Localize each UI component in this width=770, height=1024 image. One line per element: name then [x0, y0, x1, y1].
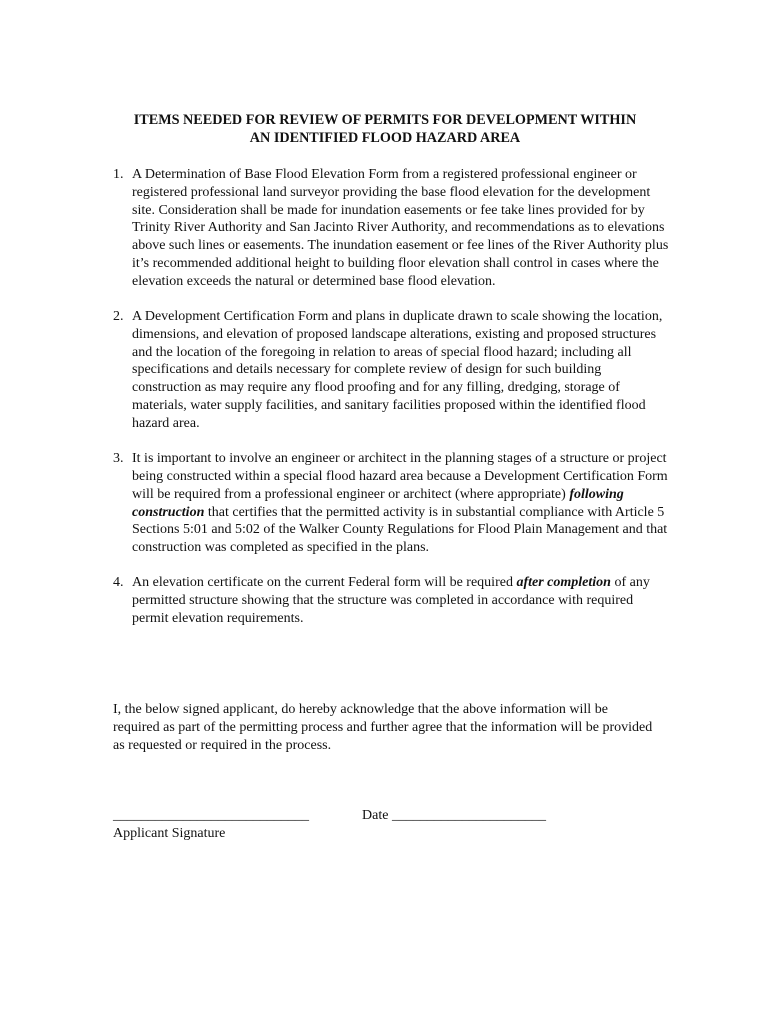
- item-emphasis: after completion: [516, 575, 611, 591]
- date-line[interactable]: ______________________: [391, 808, 546, 823]
- item-number: 3.: [113, 451, 124, 467]
- date-label: Date: [362, 808, 389, 823]
- item-number: 2.: [113, 309, 124, 325]
- item-text: [132, 450, 673, 557]
- requirement-item-2: [113, 308, 673, 433]
- requirement-item-3: [113, 450, 673, 557]
- item-text-before: It is important to involve an engineer or architect in the planning stages of a structure or project being constructed within a special flood hazard area because a Development Certification Form will be required from a professional engineer or architect (where appropriate): [132, 451, 668, 502]
- item-text-after: that certifies that the permitted activity is in substantial compliance with Article 5 Sections 5:01 and 5:02 of the Walker County Regulations for Flood Plain Management and that construction was completed as specified in the plans.: [132, 504, 668, 556]
- title-line-1: ITEMS NEEDED FOR REVIEW OF PERMITS FOR DEVELOPMENT WITHIN: [133, 112, 637, 128]
- item-text: A Determination of Base Flood Elevation Form from a registered professional engineer or registered professional land surveyor providing the base flood elevation for the development site. Consideration shall be made for inundation easements or fee take lines provided for by Trinity River Authority and San Jacinto River Authority, and recommendations as to elevations above such lines or easements. The inundation easement or fee lines of the River Authority plus it’s recommended additional height to building floor elevation shall control in cases where the elevation exceeds the natural or determined base flood elevation.: [132, 167, 669, 289]
- acknowledgement-paragraph: I, the below signed applicant, do hereby acknowledge that the above information will be required as part of the permitting process and further agree that the information will be provided as requested or required in the process.: [113, 702, 653, 753]
- item-text-after: of any permitted structure showing that the structure was completed in accordance with required permit elevation requirements.: [132, 575, 650, 627]
- signature-line[interactable]: ____________________________: [113, 808, 309, 823]
- date-field: [362, 807, 546, 825]
- item-number: 1.: [113, 167, 124, 182]
- title-line-2: AN IDENTIFIED FLOOD HAZARD AREA: [249, 130, 521, 146]
- document-title: [100, 111, 670, 147]
- item-text-before: An elevation certificate on the current Federal form will be required: [132, 575, 517, 591]
- requirements-list: [113, 166, 673, 645]
- item-text: A Development Certification Form and plans in duplicate drawn to scale showing the location, dimensions, and elevation of proposed landscape alterations, existing and proposed structures and the location of the foregoing in relation to areas of special flood hazard; including all specifications and details necessary for complete review of design for such building construction as may require any flood proofing and for any filling, dredging, storage of materials, water supply facilities, and sanitary facilities proposed within the identified flood hazard area.: [132, 309, 663, 431]
- signature-label: Applicant Signature: [113, 826, 226, 841]
- item-number: 4.: [113, 575, 124, 591]
- item-emphasis: following construction: [132, 486, 624, 520]
- requirement-item-1: [113, 166, 673, 291]
- item-text: [132, 574, 673, 627]
- requirement-item-4: [113, 574, 673, 627]
